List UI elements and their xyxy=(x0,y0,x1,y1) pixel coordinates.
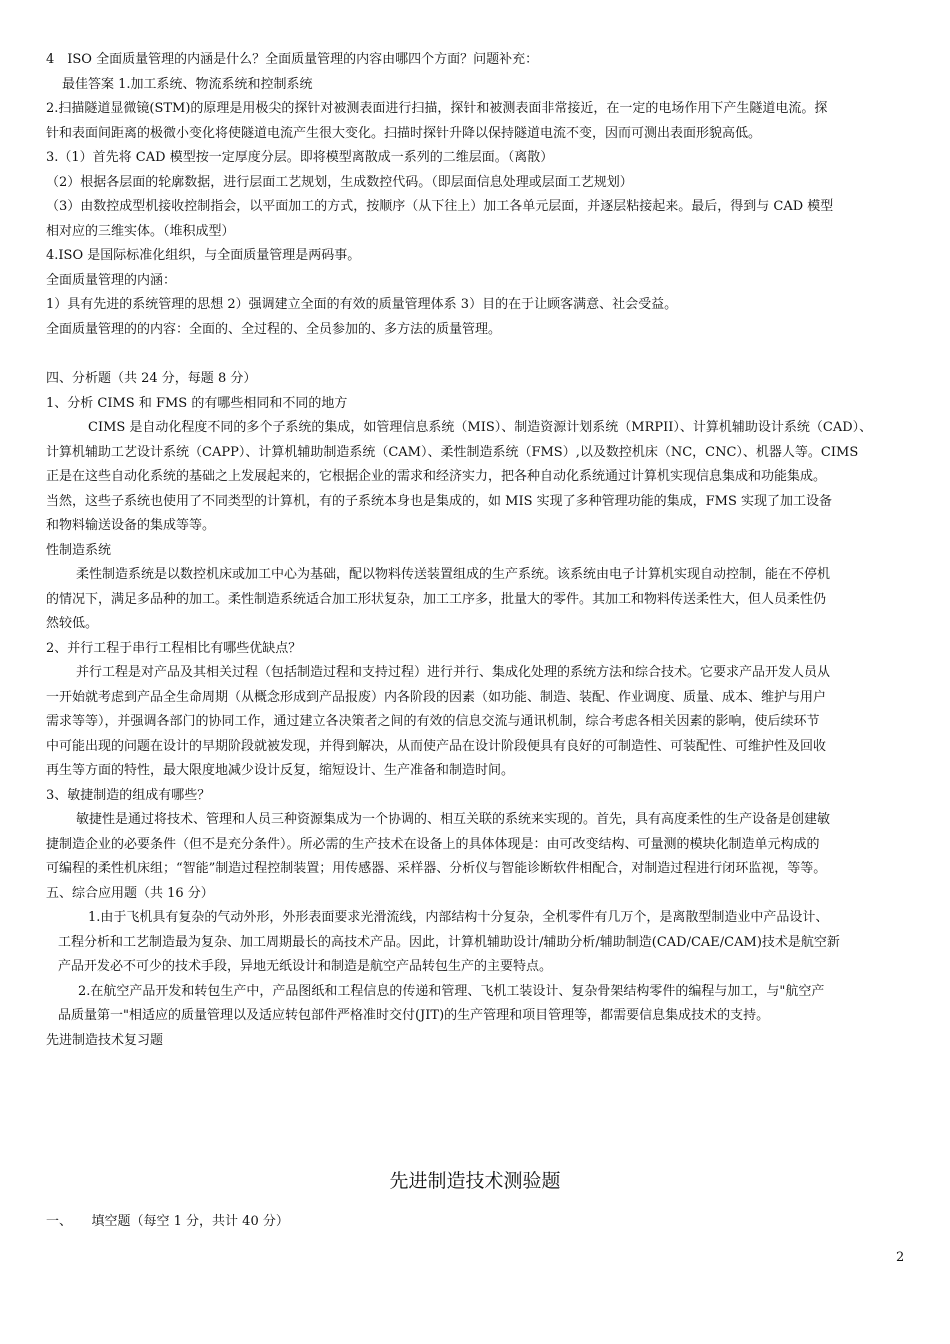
text-line: 3、敏捷制造的组成有哪些？ xyxy=(46,788,211,803)
text-line: 1）具有先进的系统管理的思想 2）强调建立全面的有效的质量管理体系 3）目的在于让顾客满意、社会受益。 xyxy=(46,297,678,312)
text-line: 再生等方面的特性，最大限度地减少设计反复，缩短设计、生产准备和制造时间。 xyxy=(46,763,515,778)
text-line: 先进制造技术复习题 xyxy=(46,1033,164,1048)
text-line: 可编程的柔性机床组；“智能”制造过程控制装置；用传感器、采样器、分析仪与智能诊断软件相配合，对制造过程进行闭环监视，等等。 xyxy=(46,861,827,876)
text-line: 1.由于飞机具有复杂的气动外形，外形表面要求光滑流线，内部结构十分复杂，全机零件有几万个，是离散型制造业中产品设计、 xyxy=(88,910,829,925)
text-line: 3.（1）首先将 CAD 模型按一定厚度分层。即将模型离散成一系列的二维层面。（离散） xyxy=(46,150,554,165)
text-line: 最佳答案 1.加工系统、物流系统和控制系统 xyxy=(62,77,313,92)
text-line: 正是在这些自动化系统的基础之上发展起来的，它根据企业的需求和经济实力，把各种自动化系统通过计算机实现信息集成和功能集成。 xyxy=(46,469,827,484)
text-line: 相对应的三维实体。（堆积成型） xyxy=(46,224,235,239)
text-line: 柔性制造系统是以数控机床或加工中心为基础，配以物料传送装置组成的生产系统。该系统由电子计算机实现自动控制，能在不停机 xyxy=(76,567,831,582)
text-line: 4 ISO 全面质量管理的内涵是什么？全面质量管理的内容由哪四个方面？问题补充： xyxy=(46,52,539,67)
text-line: （3）由数控成型机接收控制指会，以平面加工的方式，按顺序（从下往上）加工各单元层面，并逐层粘接起来。最后，得到与 CAD 模型 xyxy=(46,199,834,214)
text-line: 全面质量管理的内涵： xyxy=(46,273,177,288)
text-line: 需求等等），并强调各部门的协同工作，通过建立各决策者之间的有效的信息交流与通讯机制，综合考虑各相关因素的影响，使后续环节 xyxy=(46,714,820,729)
text-line: 针和表面间距离的极微小变化将使隧道电流产生很大变化。扫描时探针升降以保持隧道电流不变，因而可测出表面形貌高低。 xyxy=(46,126,762,141)
text-line: 产品开发必不可少的技术手段，异地无纸设计和制造是航空产品转包生产的主要特点。 xyxy=(58,959,553,974)
text-line: 和物料输送设备的集成等等。 xyxy=(46,518,216,533)
text-line: 工程分析和工艺制造最为复杂、加工周期最长的高技术产品。因此，计算机辅助设计/辅助分析/辅助制造(CAD/CAE/CAM)技术是航空新 xyxy=(58,935,840,950)
text-line: CIMS 是自动化程度不同的多个子系统的集成，如管理信息系统（MIS）、制造资源计划系统（MRPII）、计算机辅助设计系统（CAD）、 xyxy=(88,420,873,435)
text-line: 性制造系统 xyxy=(46,543,112,558)
text-line: 四、分析题（共 24 分，每题 8 分） xyxy=(46,371,257,386)
text-line: 计算机辅助工艺设计系统（CAPP）、计算机辅助制造系统（CAM）、柔性制造系统（FMS）,以及数控机床（NC，CNC）、机器人等。CIMS xyxy=(46,445,859,460)
text-line: 2、并行工程于串行工程相比有哪些优缺点？ xyxy=(46,641,302,656)
text-line: 的情况下，满足多品种的加工。柔性制造系统适合加工形状复杂，加工工序多，批量大的零件。其加工和物料传送柔性大，但人员柔性仍 xyxy=(46,592,827,607)
text-line: 中可能出现的问题在设计的早期阶段就被发现，并得到解决，从而使产品在设计阶段便具有良好的可制造性、可装配性、可维护性及回收 xyxy=(46,739,827,754)
text-line: 4.ISO 是国际标准化组织，与全面质量管理是两码事。 xyxy=(46,248,361,263)
page-number: 2 xyxy=(896,1250,905,1265)
text-line: 一开始就考虑到产品全生命周期（从概念形成到产品报废）内各阶段的因素（如功能、制造、装配、作业调度、质量、成本、维护与用户 xyxy=(46,690,827,705)
text-line: 捷制造企业的必要条件（但不是充分条件）。所必需的生产技术在设备上的具体体现是：由可改变结构、可量测的模块化制造单元构成的 xyxy=(46,837,820,852)
text-line: 2.在航空产品开发和转包生产中，产品图纸和工程信息的传递和管理、飞机工装设计、复杂骨架结构零件的编程与加工，与"航空产 xyxy=(78,984,825,999)
text-line: 敏捷性是通过将技术、管理和人员三种资源集成为一个协调的、相互关联的系统来实现的。首先，具有高度柔性的生产设备是创建敏 xyxy=(76,812,831,827)
text-line: 全面质量管理的的内容：全面的、全过程的、全员参加的、多方法的质量管理。 xyxy=(46,322,502,337)
page-title: 先进制造技术测验题 xyxy=(389,1170,561,1192)
text-line: 2.扫描隧道显微镜(STM)的原理是用极尖的探针对被测表面进行扫描，探针和被测表面非常接近，在一定的电场作用下产生隧道电流。探 xyxy=(46,101,828,116)
text-line: 五、综合应用题（共 16 分） xyxy=(46,886,214,901)
text-line: 然较低。 xyxy=(46,616,99,631)
text-line: 1、分析 CIMS 和 FMS 的有哪些相同和不同的地方 xyxy=(46,396,348,411)
text-line: （2）根据各层面的轮廓数据，进行层面工艺规划，生成数控代码。（即层面信息处理或层面工艺规划） xyxy=(46,175,633,190)
text-line: 当然，这些子系统也使用了不同类型的计算机，有的子系统本身也是集成的，如 MIS 实现了多种管理功能的集成，FMS 实现了加工设备 xyxy=(46,494,832,509)
text-line: 品质量第一"相适应的质量管理以及适应转包部件严格准时交付(JIT)的生产管理和项目管理等，都需要信息集成技术的支持。 xyxy=(58,1008,770,1023)
text-line: 并行工程是对产品及其相关过程（包括制造过程和支持过程）进行并行、集成化处理的系统方法和综合技术。它要求产品开发人员从 xyxy=(76,665,831,680)
text-line: 一、 填空题（每空 1 分，共计 40 分） xyxy=(46,1214,289,1229)
